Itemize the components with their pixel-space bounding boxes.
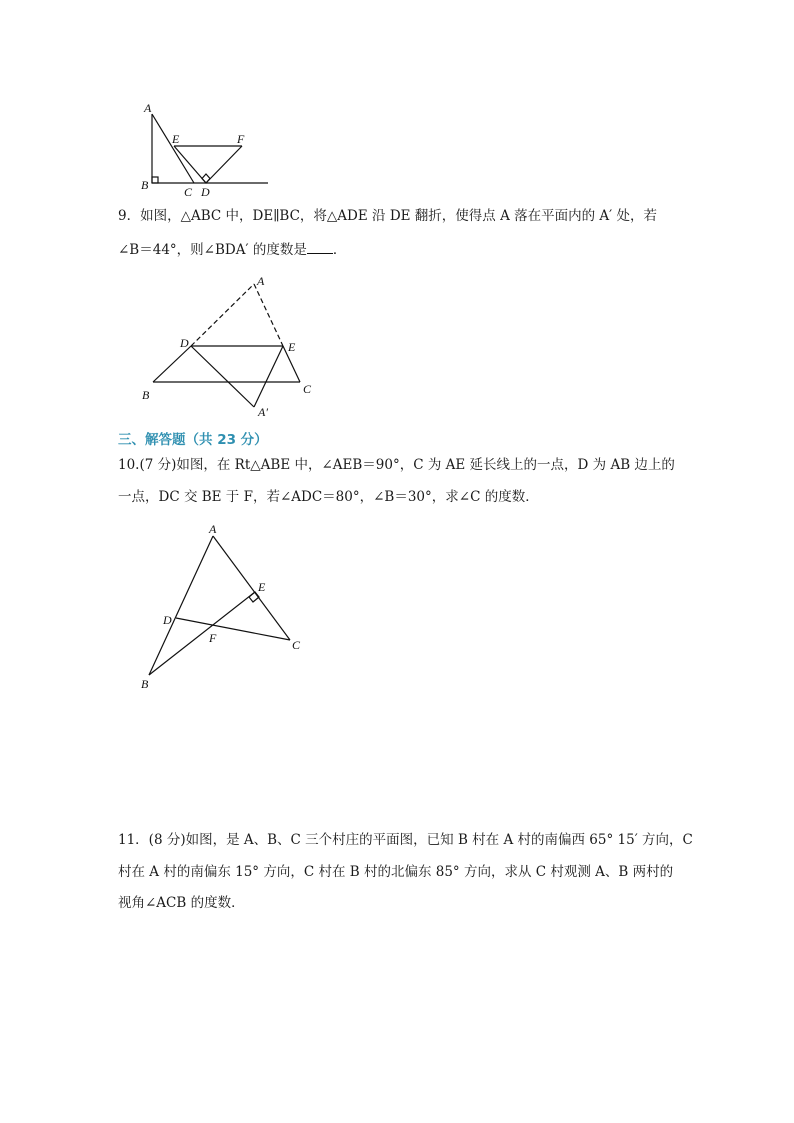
label-a: A (209, 522, 217, 536)
answer-blank (307, 241, 333, 254)
segment-ac (213, 536, 290, 640)
segment-dc (176, 618, 290, 640)
label-d: D (180, 336, 189, 350)
label-c: C (292, 638, 301, 652)
q10-line1: 10.(7 分)如图，在 Rt△ABE 中，∠AEB＝90°，C 为 AE 延长线上的一点，D 为 AB 边上的 (118, 457, 675, 473)
right-angle-mark-b (152, 177, 158, 183)
segment-ad-dashed (191, 284, 254, 346)
segment-bd (153, 346, 191, 382)
label-c: C (184, 185, 193, 199)
label-a-prime: A′ (258, 405, 268, 419)
label-e: E (288, 340, 296, 354)
segment-ea2 (254, 346, 283, 407)
segment-ac (152, 114, 194, 183)
label-d: D (201, 185, 210, 199)
label-a: A (257, 274, 265, 288)
segment-ae-dashed (254, 284, 283, 346)
q9-line2 (118, 240, 346, 260)
q11-line3: 视角∠ACB 的度数． (118, 895, 245, 911)
q9-line2-end: ． (332, 242, 347, 258)
q10-line2: 一点，DC 交 BE 于 F，若∠ADC＝80°，∠B＝30°，求∠C 的度数． (118, 489, 539, 505)
q9-line2-text: ∠B＝44°，则∠BDA′ 的度数是 (118, 242, 307, 258)
label-b: B (142, 388, 150, 402)
segment-da2 (191, 346, 254, 407)
figure-top (138, 100, 273, 200)
segment-fd (206, 146, 242, 183)
figure-q10 (135, 518, 315, 698)
q11-line2: 村在 A 村的南偏东 15° 方向，C 村在 B 村的北偏东 85° 方向，求从 C 村观测 A、B 两村的 (118, 864, 674, 880)
q9-line1: 9．如图，△ABC 中，DE∥BC，将△ADE 沿 DE 翻折，使得点 A 落在平面内的 A′ 处，若 (118, 208, 658, 224)
label-c: C (303, 382, 312, 396)
label-b: B (141, 178, 149, 192)
segment-be (149, 592, 255, 675)
label-a: A (144, 101, 152, 115)
section-heading: 三、解答题（共 23 分） (118, 432, 268, 448)
segment-ab (149, 536, 213, 675)
right-angle-mark-d (202, 174, 210, 183)
label-f: F (237, 132, 245, 146)
label-f: F (209, 631, 217, 645)
label-e: E (258, 580, 266, 594)
figure-q9 (135, 270, 325, 420)
label-d: D (163, 613, 172, 627)
q11-line1: 11．(8 分)如图，是 A、B、C 三个村庄的平面图，已知 B 村在 A 村的南偏西 65° 15′ 方向，C (118, 832, 693, 848)
label-e: E (172, 132, 180, 146)
label-b: B (141, 677, 149, 691)
